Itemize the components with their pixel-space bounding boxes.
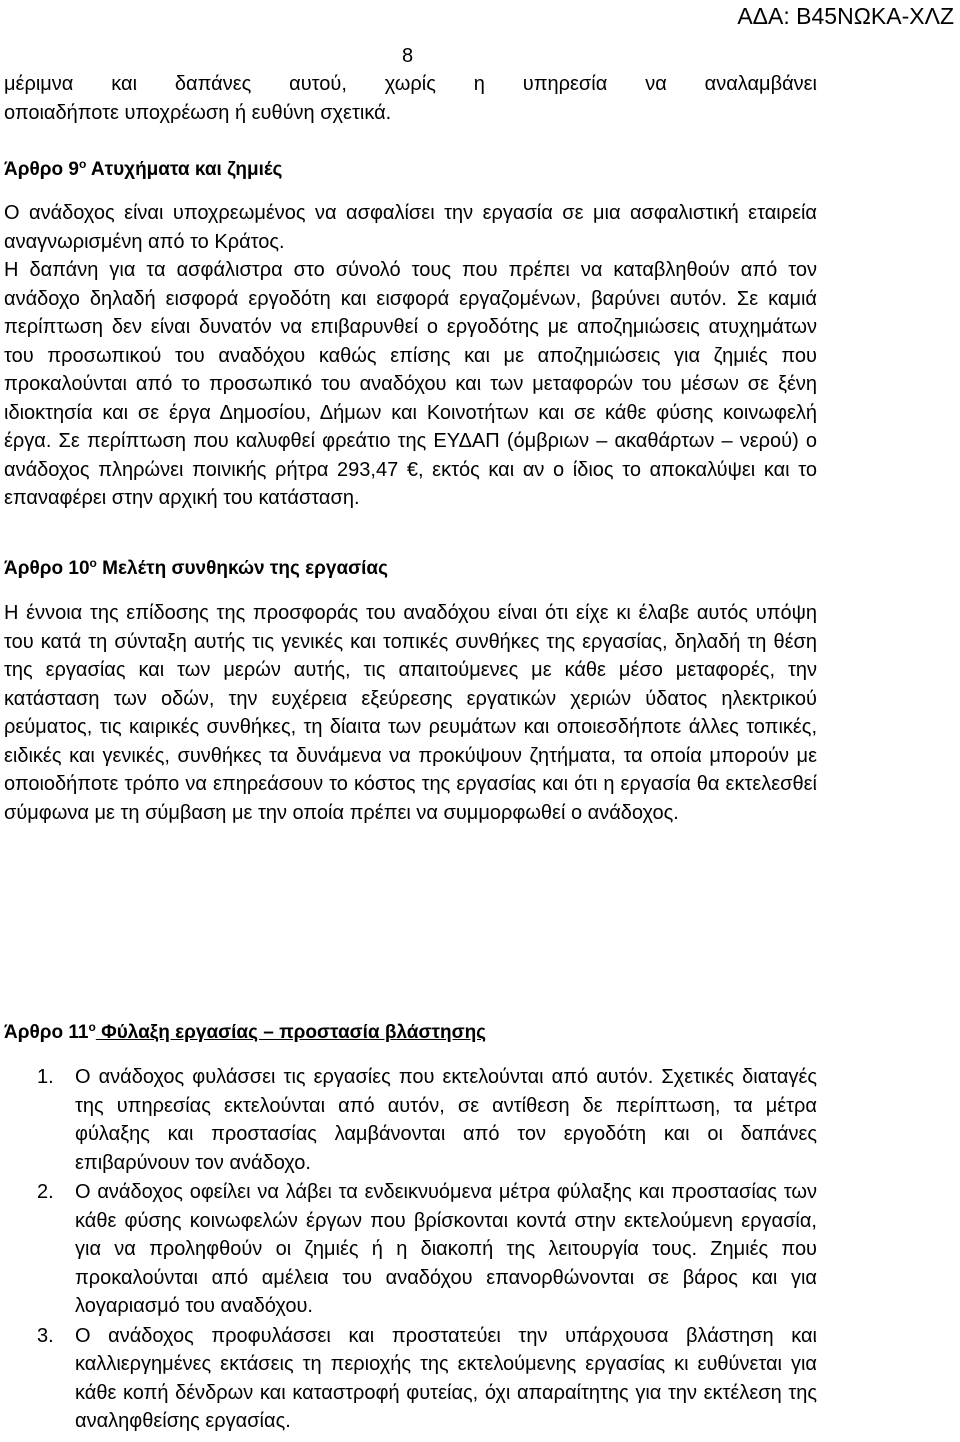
page-number: 8 (402, 45, 414, 67)
continuation-line-2: οποιαδήποτε υποχρέωση ή ευθύνη σχετικά. (4, 101, 392, 124)
continuation-line-1: μέριμνα και δαπάνες αυτού, χωρίς η υπηρεσία να αναλαμβάνει (4, 73, 817, 95)
article-10-heading: Άρθρο $10^o$ Μελέτη συνθηκών της εργασίας (4, 556, 388, 579)
continuation-paragraph (4, 70, 817, 127)
list-item: 3. Ο ανάδοχος προφυλάσσει και προστατεύει την υπάρχουσα βλάστηση και καλλιεργημένες εκτάσεις τη περιοχής της εκτελούμενης εργασίας κι ευθύνεται για κάθε κοπή δένδρων και καταστροφή φυτείας, όχι απαραίτητης για την εκτέλεση της αναληφθείσης εργασίας. (37, 1324, 817, 1432)
article-10-paragraph: Η έννοια της επίδοσης της προσφοράς του αναδόχου είναι ότι είχε κι έλαβε αυτός υπόψη του κατά τη σύνταξη αυτής τις γενικές και τοπικές συνθήκες της εργασίας, δηλαδή τη θέση της εργασίας και των μερών αυτής, τις απαιτούμενες με κάθε μέσο μεταφορές, την κατάσταση των οδών, την ευχέρεια εξεύρεσης εργατικών χεριών ύδατος ηλεκτρικού ρεύματος, τις καιρικές συνθήκες, τη δίαιτα των ρευμάτων και οποιεσδήποτε άλλες τοπικές, ειδικές και γενικές, συνθήκες τα δυνάμενα να προκύψουν ζητήματα, τα οποία μπορούν με οποιοδήποτε τρόπο να επηρεάσουν το κόστος της εργασίας και ότι η εργασία θα εκτελεσθεί σύμφωνα με τη σύμβαση με την οποία πρέπει να συμμορφωθεί ο ανάδοχος. (4, 602, 817, 824)
article-11-list (0, 1063, 817, 1437)
article-9-paragraph-2: Η δαπάνη για τα ασφάλιστρα στο σύνολό τους που πρέπει να καταβληθούν από τον ανάδοχο δηλαδή εισφορά εργοδότη και εισφορά εργαζομένων, βαρύνει αυτόν. Σε καμιά περίπτωση δεν είναι δυνατόν να επιβαρυνθεί ο εργοδότης με αποζημιώσεις ατυχημάτων του προσωπικού του αναδόχου καθώς επίσης και με αποζημιώσεις για ζημιές που προκαλούνται από το προσωπικό του αναδόχου και των μεταφορών του μέσων σε ξένη ιδιοκτησία και σε έργα Δημοσίου, Δήμων και Κοινοτήτων και σε κάθε φύσης κοινωφελή έργα. Σε περίπτωση που καλυφθεί φρεάτιο της ΕΥΔΑΠ (όμβριων – ακαθάρτων – νερού) ο ανάδοχος πληρώνει ποινικής ρήτρα 293,47 €, εκτός και αν ο ίδιος το αποκαλύψει και το επαναφέρει στην αρχική του κατάσταση. (4, 259, 817, 509)
list-item: 1. Ο ανάδοχος φυλάσσει τις εργασίες που εκτελούνται από αυτόν. Σχετικές διαταγές της υπηρεσίας εκτελούνται από αυτόν, σε αντίθεση δε περίπτωση, τα μέτρα φύλαξης και προστασίας λαμβάνονται από τον εργοδότη και οι δαπάνες επιβαρύνουν τον ανάδοχο. (37, 1066, 817, 1174)
ada-code: ΑΔΑ: Β45ΝΩΚΑ-ΧΛΖ (737, 3, 954, 29)
article-9-paragraph-1: Ο ανάδοχος είναι υποχρεωμένος να ασφαλίσει την εργασία σε μια ασφαλιστική εταιρεία αναγνωρισμένη από το Κράτος. (4, 202, 817, 253)
list-item: 2. Ο ανάδοχος οφείλει να λάβει τα ενδεικνυόμενα μέτρα φύλαξης και προστασίας των κάθε φύσης κοινωφελών έργων που βρίσκονται κοντά στην εκτελούμενη εργασία, για να προληφθούν οι ζημιές ή η διακοπή της λειτουργία τους. Ζημιές που προκαλούνται από αμέλεια του αναδόχου επανορθώνονται σε βάρος και για λογαριασμό του αναδόχου. (37, 1181, 817, 1317)
article-11-heading: Άρθρο $11^o$ Φύλαξη εργασίας – προστασία βλάστησης (4, 1020, 487, 1043)
article-9-heading: Άρθρο $9^o$ Ατυχήματα και ζημιές (4, 157, 283, 180)
